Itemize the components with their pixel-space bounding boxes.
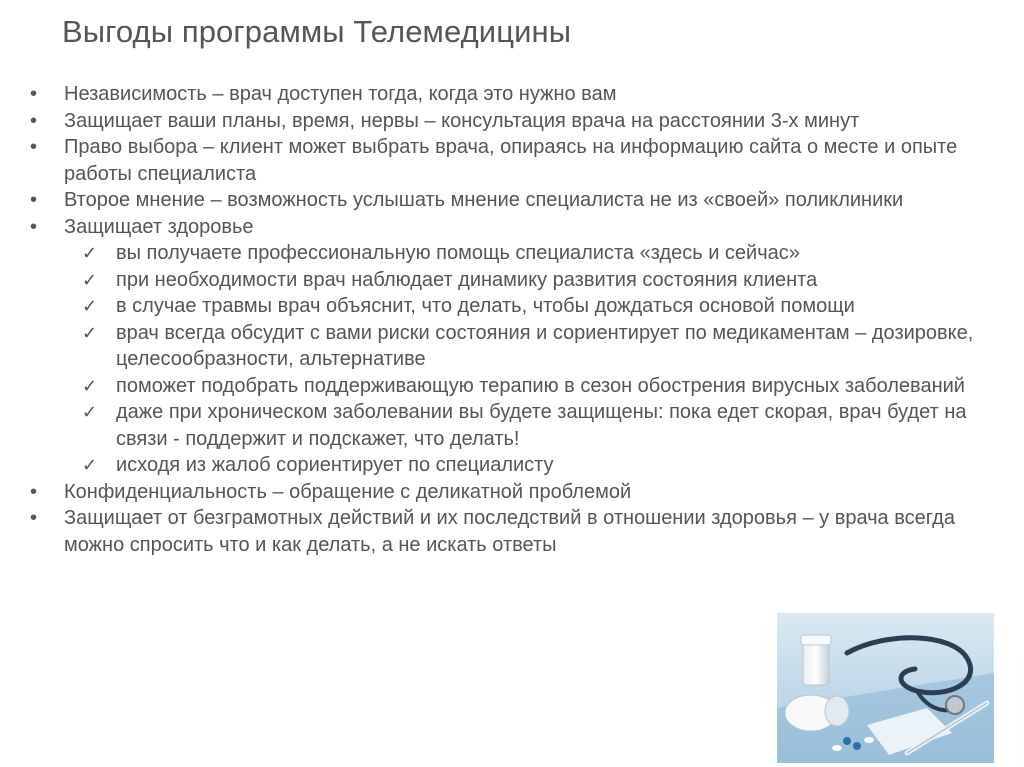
medical-stethoscope-photo xyxy=(777,613,994,763)
sublist-item-text: исходя из жалоб сориентирует по специалисту xyxy=(116,454,554,476)
sublist-item xyxy=(30,320,980,373)
slide-title: Выгоды программы Телемедицины xyxy=(62,14,572,49)
bullet-icon: • xyxy=(30,480,38,503)
bullet-icon: • xyxy=(30,83,38,105)
list-item xyxy=(30,214,980,241)
sublist-item-text: даже при хроническом заболевании вы будете защищены: пока едет скорая, врач будет на связи - поддержит и подскажет, что делать! xyxy=(116,401,967,450)
bullet-icon: • xyxy=(30,215,38,238)
list-item xyxy=(30,505,980,558)
sublist-item-text: при необходимости врач наблюдает динамику развития состояния клиента xyxy=(116,268,818,291)
checkmark-icon: ✓ xyxy=(82,455,98,475)
benefits-list xyxy=(30,81,980,558)
bullet-icon: • xyxy=(30,109,38,132)
list-item-text: Право выбора – клиент может выбрать врача, опираясь на информацию сайта о месте и опыте работы специалиста xyxy=(64,136,958,185)
sublist-item xyxy=(30,452,980,479)
sublist-item-text: вы получаете профессиональную помощь специалиста «здесь и сейчас» xyxy=(116,242,800,264)
list-item xyxy=(30,187,980,214)
list-item-text: Второе мнение – возможность услышать мнение специалиста не из «своей» поликлиники xyxy=(64,189,904,211)
list-item xyxy=(30,81,980,108)
sublist-item xyxy=(30,399,980,452)
bullet-icon: • xyxy=(30,189,38,211)
sublist-item xyxy=(30,267,980,294)
list-item xyxy=(30,134,980,187)
checkmark-icon: ✓ xyxy=(82,375,98,396)
checkmark-icon: ✓ xyxy=(82,243,98,263)
bullet-icon: • xyxy=(30,507,38,529)
checkmark-icon: ✓ xyxy=(82,296,98,316)
list-item-text: Конфиденциальность – обращение с деликатной проблемой xyxy=(64,480,632,503)
list-item-text: Защищает от безграмотных действий и их последствий в отношении здоровья – у врача всегда можно спросить что и как делать, а не искать ответы xyxy=(64,507,955,556)
sublist-item-text: в случае травмы врач объяснит, что делать, чтобы дождаться основой помощи xyxy=(116,295,855,317)
sublist-item-text: поможет подобрать поддерживающую терапию в сезон обострения вирусных заболеваний xyxy=(116,374,965,397)
sublist-item xyxy=(30,240,980,267)
sublist-item xyxy=(30,293,980,320)
list-item-text: Независимость – врач доступен тогда, когда это нужно вам xyxy=(64,83,617,105)
list-item-text: Защищает здоровье xyxy=(64,215,254,238)
list-item xyxy=(30,108,980,135)
list-item xyxy=(30,479,980,506)
checkmark-icon: ✓ xyxy=(82,322,98,343)
list-item-text: Защищает ваши планы, время, нервы – консультация врача на расстоянии 3-х минут xyxy=(64,109,860,132)
checkmark-icon: ✓ xyxy=(82,402,98,422)
sublist-item xyxy=(30,373,980,400)
checkmark-icon: ✓ xyxy=(82,269,98,290)
sublist-item-text: врач всегда обсудит с вами риски состояния и сориентирует по медикаментам – дозировке, целесообразности, альтернативе xyxy=(116,321,974,370)
health-sublist xyxy=(30,240,980,479)
bullet-icon: • xyxy=(30,136,38,158)
